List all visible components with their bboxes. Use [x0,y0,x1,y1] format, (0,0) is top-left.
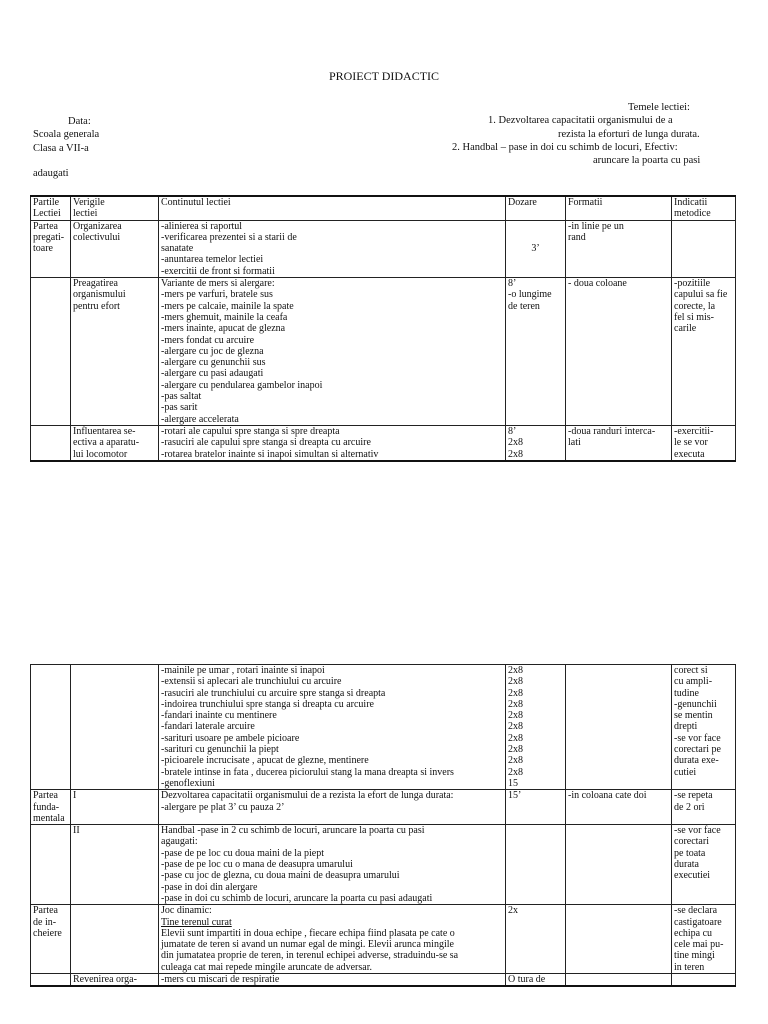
cell-line: 15 [508,777,518,789]
cell-indicatii [672,790,736,825]
cell-line: pe toata [674,847,706,859]
cell-line: Handbal -pase in 2 cu schimb de locuri, aruncare la poarta cu pasi [161,825,425,837]
cell-line: -exercitii de front si formatii [161,265,275,277]
cell-line: -pase cu joc de glezna, cu doua maini de deasupra umarului [161,870,400,882]
header-cell: Indicatii metodice [672,196,736,220]
cell-dozare [506,665,566,790]
cell-line: -alergare pe plat 3’ cu pauza 2’ [161,801,285,813]
theme-2-line-2: aruncare la poarta cu pasi [593,155,701,166]
table-row [31,425,736,460]
cell-line: -rotarea bratelor inainte si inapoi simultan si alternativ [161,448,379,460]
cell-line: 2x8 [508,437,523,449]
cell-line: carile [674,323,697,335]
school-name: Scoala generala [33,129,100,140]
cell-line: -alergare cu pasi adaugati [161,368,264,380]
themes-label: Temele lectiei: [628,102,690,113]
cell-content [159,825,506,905]
cell-line: sanatate [161,243,194,255]
cell-indicatii [672,278,736,426]
cell-line: -in linie pe un [568,220,624,232]
table-row [31,825,736,905]
cell-line: corectari [674,836,709,848]
cell-line: O tura de [508,974,546,986]
cell-line: -se repeta [674,790,713,802]
cell-veriga [71,425,159,460]
cell-line: Organizarea [73,220,122,232]
cell-indicatii [672,220,736,277]
cell-line: 8’ [508,425,517,437]
cell-line: -genoflexiuni [161,777,215,789]
cell-line: -in coloana cate doi [568,790,647,802]
cell-line: -picioarele incrucisate , apucat de glezne, mentinere [161,755,369,767]
cell-part [31,790,71,825]
cell-line: corect si [674,665,708,676]
cell-veriga [71,220,159,277]
cell-line: tine mingi [674,950,715,962]
cell-line: - doua coloane [568,278,627,290]
cell-line: -alergare cu genunchii sus [161,357,266,369]
header-cell: Dozare [506,196,566,220]
cell-line: 2x8 [508,665,523,676]
cell-line: organismului [73,289,126,301]
cell-line: -alergare cu joc de glezna [161,345,264,357]
cell-line: -mainile pe umar , rotari inainte si inapoi [161,665,325,676]
cell-line: din jumatatea proprie de teren, in terenul echipei adverse, straduindu-se sa [161,950,459,962]
cell-formatii [566,665,672,790]
cell-line: -pase in doi cu schimb de locuri, aruncare la poarta cu pasi adaugati [161,892,433,904]
cell-line: 2x8 [508,744,523,756]
document-title: PROIECT DIDACTIC [328,69,440,83]
cell-line: -sarituri usoare pe ambele picioare [161,732,300,744]
theme-1-line-2: rezista la eforturi de lunga durata. [558,129,700,140]
cell-line: 2x8 [508,721,523,733]
table-row [31,974,736,987]
cell-line: -indoirea trunchiului spre stanga si dreapta cu arcuire [161,698,374,710]
cell-line: -pozitiile [674,278,711,290]
cell-line: 2x8 [508,732,523,744]
cell-line: -pas saltat [161,391,202,403]
cell-line: lui locomotor [73,448,128,460]
table-row [31,220,736,277]
cell-line: 15’ [508,790,522,802]
cell-line: -anuntarea temelor lectiei [161,254,264,266]
cell-line: corecte, la [674,300,716,312]
cell-line: jumatate de teren si avand un numar egal de mingi. Elevii arunca mingile [161,939,454,951]
cell-line: in teren [674,961,705,973]
cell-formatii [566,790,672,825]
cell-line: ectiva a aparatu- [73,437,140,449]
cell-part [31,825,71,905]
cell-line: -o lungime [508,289,552,301]
cell-line: cutiei [674,766,697,778]
cell-line: cheiere [33,927,62,939]
cell-line: 2x [508,905,518,917]
cell-line: -pase de pe loc cu o mana de deasupra umarului [161,859,353,871]
cell-part [31,220,71,277]
cell-line: 2x8 [508,698,523,710]
header-cell: Formatii [566,196,672,220]
cell-line: -rotari ale capului spre stanga si spre dreapta [161,425,340,437]
cell-formatii [566,220,672,277]
header-cell: Continutul lectiei [159,196,506,220]
table-row [31,665,736,790]
cell-line: Dezvoltarea capacitatii organismului de a rezista la efort de lunga durata: [161,790,454,802]
theme-2-line-3: adaugati [33,168,69,179]
cell-line: cu ampli- [674,676,713,688]
cell-line: -doua randuri interca- [568,425,656,437]
cell-line: -mers cu miscari de respiratie [161,974,280,986]
cell-line: -sarituri cu genunchii la piept [161,744,279,756]
lesson-table-page-1 [30,195,736,462]
cell-indicatii [672,665,736,790]
game-title: Joc dinamic: [161,905,212,917]
cell-line: 2x8 [508,755,523,767]
cell-line: echipa cu [674,927,713,939]
cell-line: pregati- [33,231,65,243]
cell-line: toare [33,243,53,255]
cell-line: -pase in doi din alergare [161,881,258,893]
cell-line: le se vor [674,437,708,449]
cell-veriga [71,278,159,426]
cell-line: -fandari inainte cu mentinere [161,710,277,722]
cell-content [159,790,506,825]
cell-content [159,278,506,426]
cell-line: pentru efort [73,300,120,312]
cell-part [31,905,71,974]
table-row [31,790,736,825]
table-header-row [31,196,736,220]
cell-line: lati [568,437,581,449]
cell-line: castigatoare [674,916,722,928]
cell-line: cele mai pu- [674,939,724,951]
cell-line: -se vor face [674,732,721,744]
cell-line: II [73,825,80,837]
cell-line: -se declara [674,905,718,917]
cell-formatii [566,905,672,974]
cell-line: 2x8 [508,676,523,688]
cell-line: -alinierea si raportul [161,220,243,232]
cell-line: mentala [33,812,65,824]
cell-part [31,425,71,460]
cell-formatii [566,278,672,426]
theme-1-line-1: 1. Dezvoltarea capacitatii organismului de a [488,115,673,126]
cell-line: durata exe- [674,755,719,767]
cell-line: -mers ghemuit, mainile la ceafa [161,311,288,323]
cell-line: -pase de pe loc cu doua maini de la piept [161,847,324,859]
cell-dozare [506,905,566,974]
date-label: Data: [68,116,91,127]
cell-content [159,974,506,987]
cell-veriga [71,905,159,974]
class-name: Clasa a VII-a [33,143,89,154]
cell-line: drepti [674,721,698,733]
cell-line: Revenirea orga- [73,974,137,986]
cell-line: 2x8 [508,448,523,460]
cell-line: 8’ [508,278,517,290]
cell-veriga [71,825,159,905]
cell-line: -fandari laterale arcuire [161,721,255,733]
cell-line [508,221,563,232]
cell-line: durata [674,859,699,871]
cell-line: fel si mis- [674,311,714,323]
cell-line: de teren [508,300,540,312]
cell-line: Influentarea se- [73,425,136,437]
cell-line: 2x8 [508,687,523,699]
cell-line [508,232,563,243]
game-name: Tine terenul curat [161,916,232,928]
cell-content [159,220,506,277]
cell-line: -exercitii- [674,425,714,437]
cell-line: -rasuciri ale trunchiului cu arcuire spre stanga si dreapta [161,687,386,699]
cell-line: -mers pe varfuri, bratele sus [161,289,273,301]
cell-line: se mentin [674,710,713,722]
cell-line: -rasuciri ale capului spre stanga si dreapta cu arcuire [161,437,371,449]
cell-part [31,665,71,790]
cell-line: -verificarea prezentei si a starii de [161,231,297,243]
cell-veriga [71,790,159,825]
cell-line: agaugati: [161,836,198,848]
cell-line: I [73,790,77,802]
cell-line: funda- [33,801,60,813]
cell-line: -se vor face [674,825,721,837]
cell-dozare [506,425,566,460]
cell-line: colectivului [73,231,121,243]
cell-line: tudine [674,687,699,699]
cell-line: Variante de mers si alergare: [161,278,275,290]
cell-formatii [566,825,672,905]
cell-part [31,278,71,426]
cell-dozare [506,790,566,825]
cell-line: -genunchii [674,698,717,710]
cell-indicatii [672,974,736,987]
cell-line: executiei [674,870,711,882]
cell-line: Partea [33,790,58,802]
cell-line: 2x8 [508,766,523,778]
cell-line: rand [568,231,586,243]
cell-content [159,425,506,460]
lesson-table-page-2 [30,664,736,987]
cell-veriga [71,665,159,790]
cell-line: 2x8 [508,710,523,722]
header-cell: Verigile lectiei [71,196,159,220]
cell-line: -mers inainte, apucat de glezna [161,323,286,335]
cell-dozare [506,825,566,905]
cell-line: Partea [33,905,58,917]
cell-line: -alergare cu pendularea gambelor inapoi [161,379,323,391]
cell-dozare [506,278,566,426]
cell-content [159,665,506,790]
cell-line: executa [674,448,705,460]
cell-formatii [566,974,672,987]
cell-line: Elevii sunt impartiti in doua echipe , fiecare echipa fiind plasata pe cate o [161,927,455,939]
cell-line: 3’ [531,243,540,255]
cell-dozare [506,974,566,987]
cell-dozare [506,220,566,277]
cell-line: culeaga cat mai repede mingile aruncate de adversar. [161,961,372,973]
cell-content [159,905,506,974]
cell-line: -alergare accelerata [161,413,239,425]
cell-indicatii [672,825,736,905]
cell-indicatii [672,905,736,974]
cell-formatii [566,425,672,460]
theme-2-line-1: 2. Handbal – pase in doi cu schimb de locuri, Efectiv: [452,142,678,153]
cell-indicatii [672,425,736,460]
cell-line: -pas sarit [161,402,198,414]
cell-line: Partea [33,220,58,232]
table-row [31,278,736,426]
cell-line: -mers pe calcaie, mainile la spate [161,300,294,312]
cell-part [31,974,71,987]
table-row [31,905,736,974]
header-cell: Partile Lectiei [31,196,71,220]
cell-line: capului sa fie [674,289,728,301]
cell-line: corectari pe [674,744,721,756]
cell-line: -bratele intinse in fata , ducerea piciorului stang la mana dreapta si invers [161,766,454,778]
cell-line: Preagatirea [73,278,118,290]
cell-line: -mers fondat cu arcuire [161,334,255,346]
cell-veriga [71,974,159,987]
cell-line: de in- [33,916,57,928]
cell-line: de 2 ori [674,801,705,813]
cell-line: -extensii si aplecari ale trunchiului cu arcuire [161,676,342,688]
